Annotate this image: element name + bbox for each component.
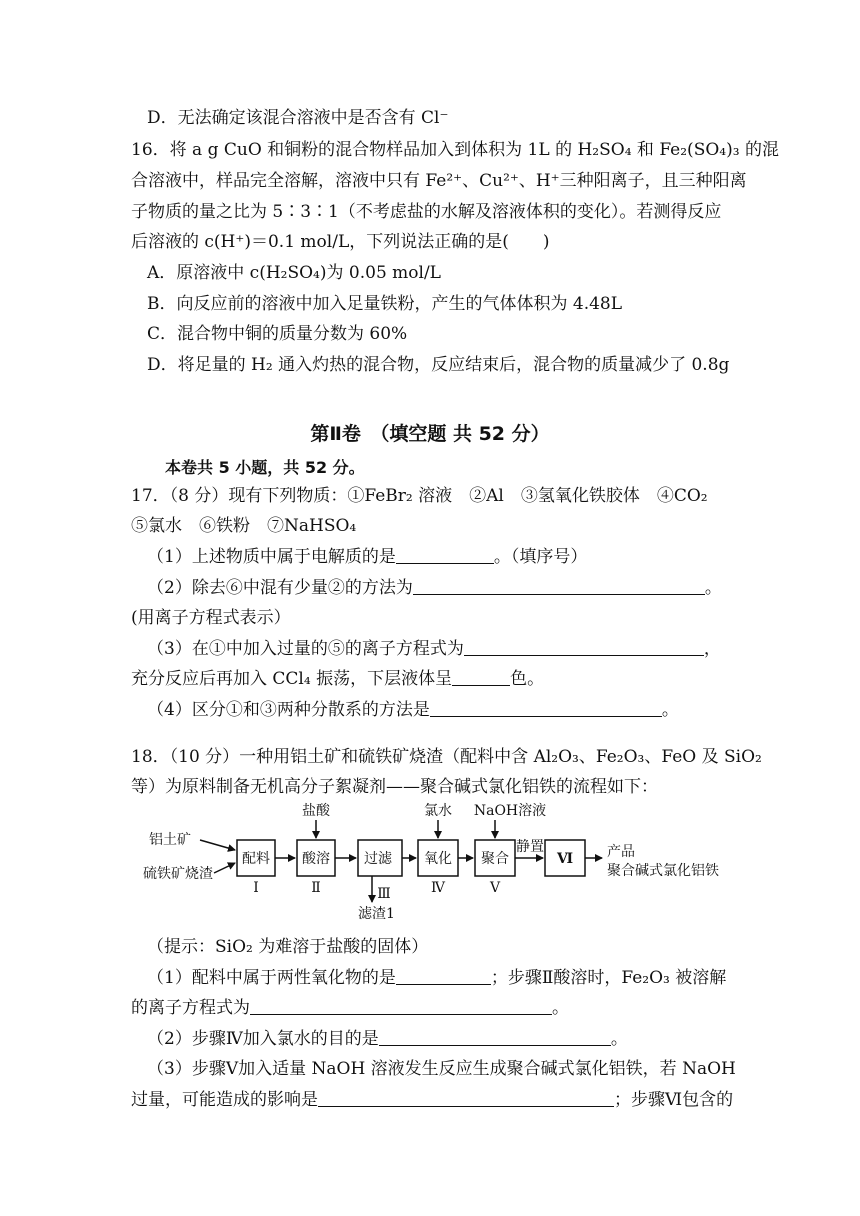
q18-part-3-cont-suffix: ；步骤Ⅵ包含的	[614, 1090, 734, 1110]
q16-option-d: D．将足量的 H₂ 通入灼热的混合物，反应结束后，混合物的质量减少了 0.8g	[147, 355, 730, 375]
q18-part-1-cont-text: 的离子方程式为	[131, 998, 250, 1018]
flow-step-num-5: Ⅴ	[489, 880, 501, 896]
q18-stem-line-2: 等）为原料制备无机高分子絮凝剂——聚合碱式氯化铝铁的流程如下：	[131, 777, 658, 797]
q18-part-3: （3）步骤Ⅴ加入适量 NaOH 溶液发生反应生成聚合碱式氯化铝铁，若 NaOH	[147, 1059, 736, 1079]
q18-part-3-cont-text: 过量，可能造成的影响是	[131, 1090, 318, 1110]
q17-stem-line-2: ⑤氯水 ⑥铁粉 ⑦NaHSO₄	[131, 516, 357, 536]
flow-box-5-label: 聚合	[481, 851, 509, 867]
q18-part-1-text-2: ；步骤Ⅱ酸溶时，Fe₂O₃ 被溶解	[490, 968, 727, 988]
flow-step-num-2: Ⅱ	[311, 880, 321, 896]
q17-stem-line-1: 17．（8 分）现有下列物质：①FeBr₂ 溶液 ②Al ③氢氧化铁胶体 ④CO₂	[131, 486, 708, 506]
flow-step-label: 静置	[516, 839, 544, 855]
arrow-input1	[200, 840, 235, 850]
flow-step-num-4: Ⅳ	[431, 880, 445, 896]
q17-part-2-text: （2）除去⑥中混有少量②的方法为	[147, 578, 413, 598]
q17-part-3-cont	[131, 667, 544, 691]
flow-box-6-label: Ⅵ	[556, 851, 574, 867]
q17-part-3-suffix: ，	[703, 639, 721, 659]
arrow-input2	[214, 863, 235, 873]
section-title: 第Ⅱ卷 （填空题 共 52 分）	[310, 423, 550, 445]
answer-blank[interactable]	[413, 576, 705, 595]
q17-part-4-suffix: 。	[661, 700, 679, 720]
flow-box-2-label: 酸溶	[302, 851, 330, 867]
q17-part-3-cont-text: 充分反应后再加入 CCl₄ 振荡，下层液体呈	[131, 669, 453, 689]
q18-stem-line-1: 18．（10 分）一种用铝土矿和硫铁矿烧渣（配料中含 Al₂O₃、Fe₂O₃、FeO 及 SiO₂	[131, 747, 762, 767]
q17-part-3-cont-suffix: 色。	[510, 669, 545, 689]
q16-option-a: A．原溶液中 c(H₂SO₄)为 0.05 mol/L	[147, 263, 441, 283]
q18-part-1-text: （1）配料中属于两性氧化物的是	[147, 968, 396, 988]
q16-stem-line-4: 后溶液的 c(H⁺)＝0.1 mol/L，下列说法正确的是( )	[131, 232, 550, 252]
q17-part-1-suffix: 。（填序号）	[493, 547, 588, 567]
flow-step-num-3: Ⅲ	[377, 886, 391, 902]
flow-box-4-label: 氧化	[424, 851, 452, 867]
q17-part-3-text: （3）在①中加入过量的⑤的离子方程式为	[147, 639, 464, 659]
flow-input-1: 铝土矿	[149, 832, 191, 848]
q17-part-3	[147, 637, 721, 661]
flow-box-1-label: 配料	[242, 851, 270, 867]
q17-part-2	[147, 576, 722, 600]
flow-reagent-5: NaOH溶液	[473, 803, 547, 819]
q17-part-4-text: （4）区分①和③两种分散系的方法是	[147, 700, 430, 720]
q15-option-d: D．无法确定该混合溶液中是否含有 Cl⁻	[147, 108, 449, 128]
q16-option-b: B．向反应前的溶液中加入足量铁粉，产生的气体体积为 4.48L	[147, 294, 623, 314]
q16-stem-line-1: 16．将 a g CuO 和铜粉的混合物样品加入到体积为 1L 的 H₂SO₄ 和 Fe₂(SO₄)₃ 的混	[131, 140, 779, 160]
answer-blank[interactable]	[430, 698, 662, 717]
answer-blank[interactable]	[396, 545, 494, 564]
answer-blank[interactable]	[396, 966, 491, 985]
q16-stem-line-2: 合溶液中，样品完全溶解，溶液中只有 Fe²⁺、Cu²⁺、H⁺三种阳离子，且三种阳离	[131, 171, 747, 191]
answer-blank[interactable]	[452, 667, 510, 686]
flow-product-1: 产品	[607, 844, 635, 860]
q18-part-2-suffix: 。	[610, 1029, 628, 1049]
flow-box-3-label: 过滤	[364, 851, 392, 867]
q18-part-2-text: （2）步骤Ⅳ加入氯水的目的是	[147, 1029, 379, 1049]
q16-stem-line-3: 子物质的量之比为 5∶3∶1（不考虑盐的水解及溶液体积的变化）。若测得反应	[131, 202, 722, 222]
q16-option-c: C．混合物中铜的质量分数为 60%	[147, 324, 408, 344]
flow-reagent-4: 氯水	[424, 803, 452, 819]
q18-hint: （提示：SiO₂ 为难溶于盐酸的固体）	[147, 937, 429, 957]
q17-part-2-suffix: 。	[704, 578, 722, 598]
q17-part-4	[147, 698, 679, 722]
q18-part-1-cont	[131, 996, 569, 1020]
q18-part-3-cont	[131, 1088, 733, 1112]
q18-part-1	[147, 966, 726, 990]
answer-blank[interactable]	[318, 1088, 614, 1107]
answer-blank[interactable]	[379, 1027, 611, 1046]
q17-part-1-text: （1）上述物质中属于电解质的是	[147, 547, 396, 567]
q17-part-1	[147, 545, 587, 569]
answer-blank[interactable]	[464, 637, 704, 656]
flow-product-2: 聚合碱式氯化铝铁	[607, 863, 719, 879]
answer-blank[interactable]	[250, 996, 552, 1015]
process-flow-diagram	[140, 800, 730, 930]
flow-residue: 滤渣1	[358, 906, 395, 922]
flow-input-2: 硫铁矿烧渣	[143, 866, 213, 882]
q17-part-2-note: (用离子方程式表示）	[131, 608, 291, 628]
section-subtitle: 本卷共 5 小题，共 52 分。	[165, 458, 365, 477]
q18-part-2	[147, 1027, 628, 1051]
q18-part-1-cont-suffix: 。	[552, 998, 569, 1018]
flow-step-num-1: Ⅰ	[253, 880, 259, 896]
flow-reagent-2: 盐酸	[302, 803, 330, 819]
